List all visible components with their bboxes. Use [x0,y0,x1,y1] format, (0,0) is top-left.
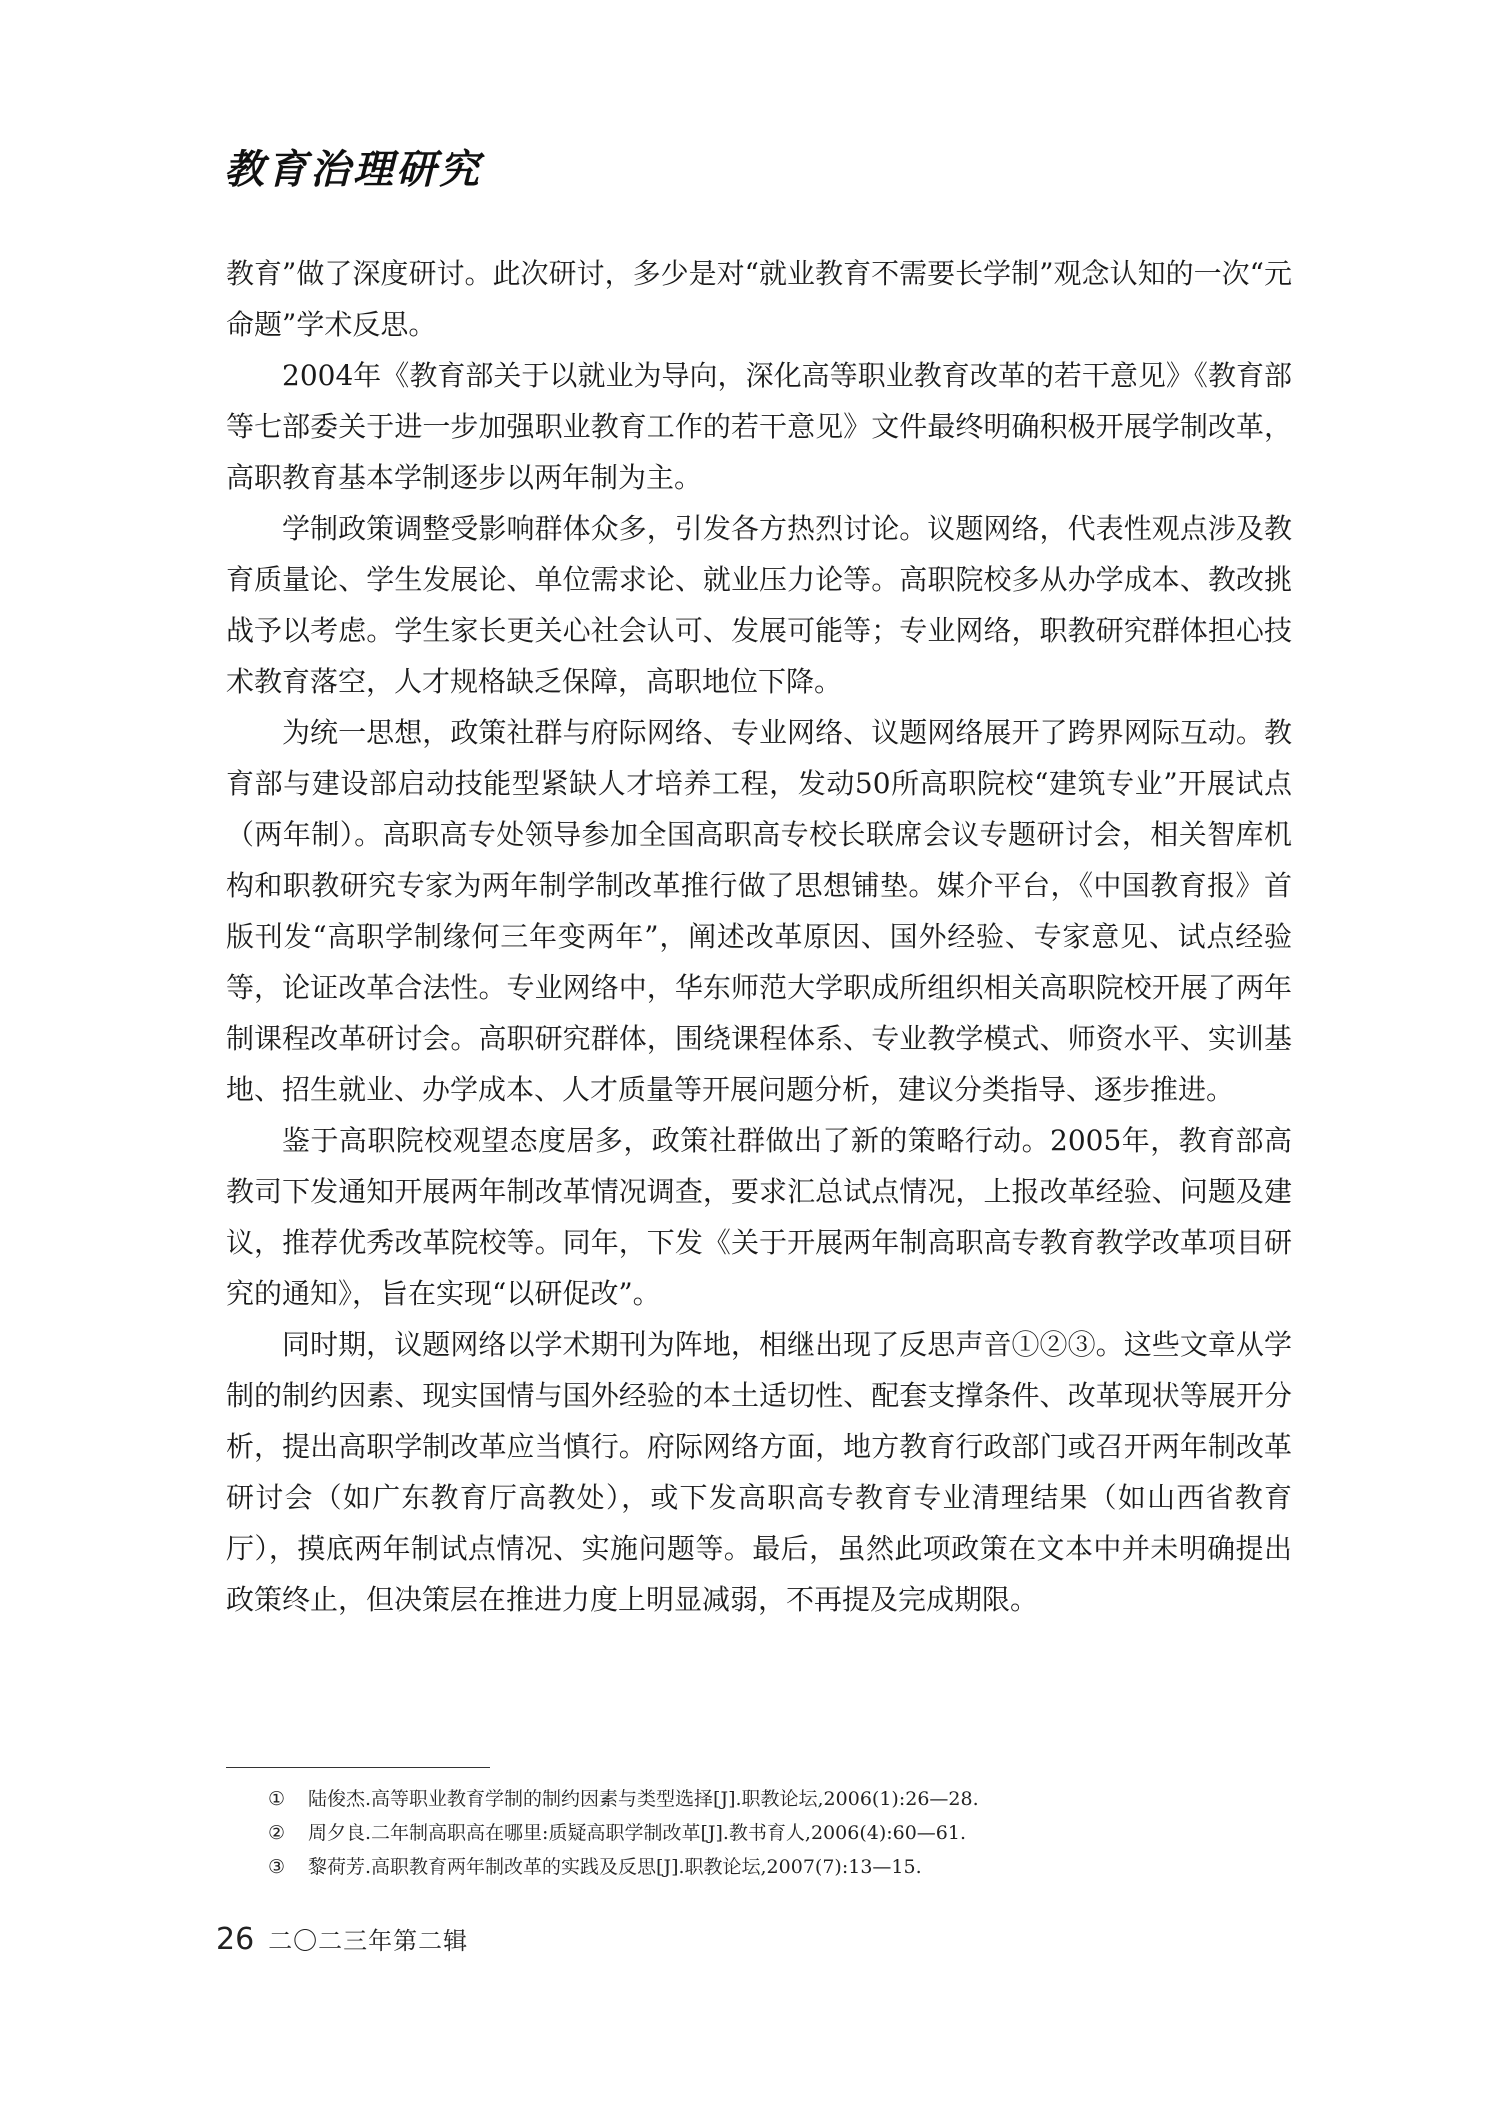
footnote-divider [226,1767,490,1768]
article-body [226,248,1292,1625]
page-number: 26 [216,1922,255,1957]
footnote-3 [268,1850,1288,1884]
footnote-text: 周夕良.二年制高职高在哪里:质疑高职学制改革[J].教书育人,2006(4):60—61. [308,1822,967,1844]
journal-title: 教育治理研究 [224,146,482,193]
footnote-2 [268,1816,1288,1850]
footnote-1 [268,1782,1288,1816]
paragraph-4: 为统一思想，政策社群与府际网络、专业网络、议题网络展开了跨界网际互动。教育部与建设部启动技能型紧缺人才培养工程，发动50所高职院校“建筑专业”开展试点（两年制）。高职高专处领导参加全国高职高专校长联席会议专题研讨会，相关智库机构和职教研究专家为两年制学制改革推行做了思想铺垫。媒介平台，《中国教育报》首版刊发“高职学制缘何三年变两年”，阐述改革原因、国外经验、专家意见、试点经验等，论证改革合法性。专业网络中，华东师范大学职成所组织相关高职院校开展了两年制课程改革研讨会。高职研究群体，围绕课程体系、专业教学模式、师资水平、实训基地、招生就业、办学成本、人才质量等开展问题分析，建议分类指导、逐步推进。 [226,716,1292,1106]
paragraph-6: 同时期，议题网络以学术期刊为阵地，相继出现了反思声音①②③。这些文章从学制的制约因素、现实国情与国外经验的本土适切性、配套支撑条件、改革现状等展开分析，提出高职学制改革应当慎行。府际网络方面，地方教育行政部门或召开两年制改革研讨会（如广东教育厅高教处），或下发高职高专教育专业清理结果（如山西省教育厅），摸底两年制试点情况、实施问题等。最后，虽然此项政策在文本中并未明确提出政策终止，但决策层在推进力度上明显减弱，不再提及完成期限。 [226,1328,1292,1616]
footnote-marker: ② [268,1822,286,1844]
paragraph-2: 2004年《教育部关于以就业为导向，深化高等职业教育改革的若干意见》《教育部等七部委关于进一步加强职业教育工作的若干意见》文件最终明确积极开展学制改革，高职教育基本学制逐步以两年制为主。 [226,359,1292,494]
page-footer [216,1920,468,1964]
paragraph-5: 鉴于高职院校观望态度居多，政策社群做出了新的策略行动。2005年，教育部高教司下发通知开展两年制改革情况调查，要求汇总试点情况，上报改革经验、问题及建议，推荐优秀改革院校等。同年，下发《关于开展两年制高职高专教育教学改革项目研究的通知》，旨在实现“以研促改”。 [226,1124,1292,1310]
footnote-marker: ① [268,1788,286,1810]
footnote-text: 陆俊杰.高等职业教育学制的制约因素与类型选择[J].职教论坛,2006(1):26—28. [308,1788,979,1810]
footnotes [268,1782,1288,1884]
paragraph-3: 学制政策调整受影响群体众多，引发各方热烈讨论。议题网络，代表性观点涉及教育质量论、学生发展论、单位需求论、就业压力论等。高职院校多从办学成本、教改挑战予以考虑。学生家长更关心社会认可、发展可能等；专业网络，职教研究群体担心技术教育落空，人才规格缺乏保障，高职地位下降。 [226,512,1292,698]
footnote-marker: ③ [268,1856,286,1878]
footnote-text: 黎荷芳.高职教育两年制改革的实践及反思[J].职教论坛,2007(7):13—15. [308,1856,922,1878]
paragraph-1: 教育”做了深度研讨。此次研讨，多少是对“就业教育不需要长学制”观念认知的一次“元命题”学术反思。 [226,257,1292,341]
issue-label: 二〇二三年第二辑 [268,1927,469,1955]
